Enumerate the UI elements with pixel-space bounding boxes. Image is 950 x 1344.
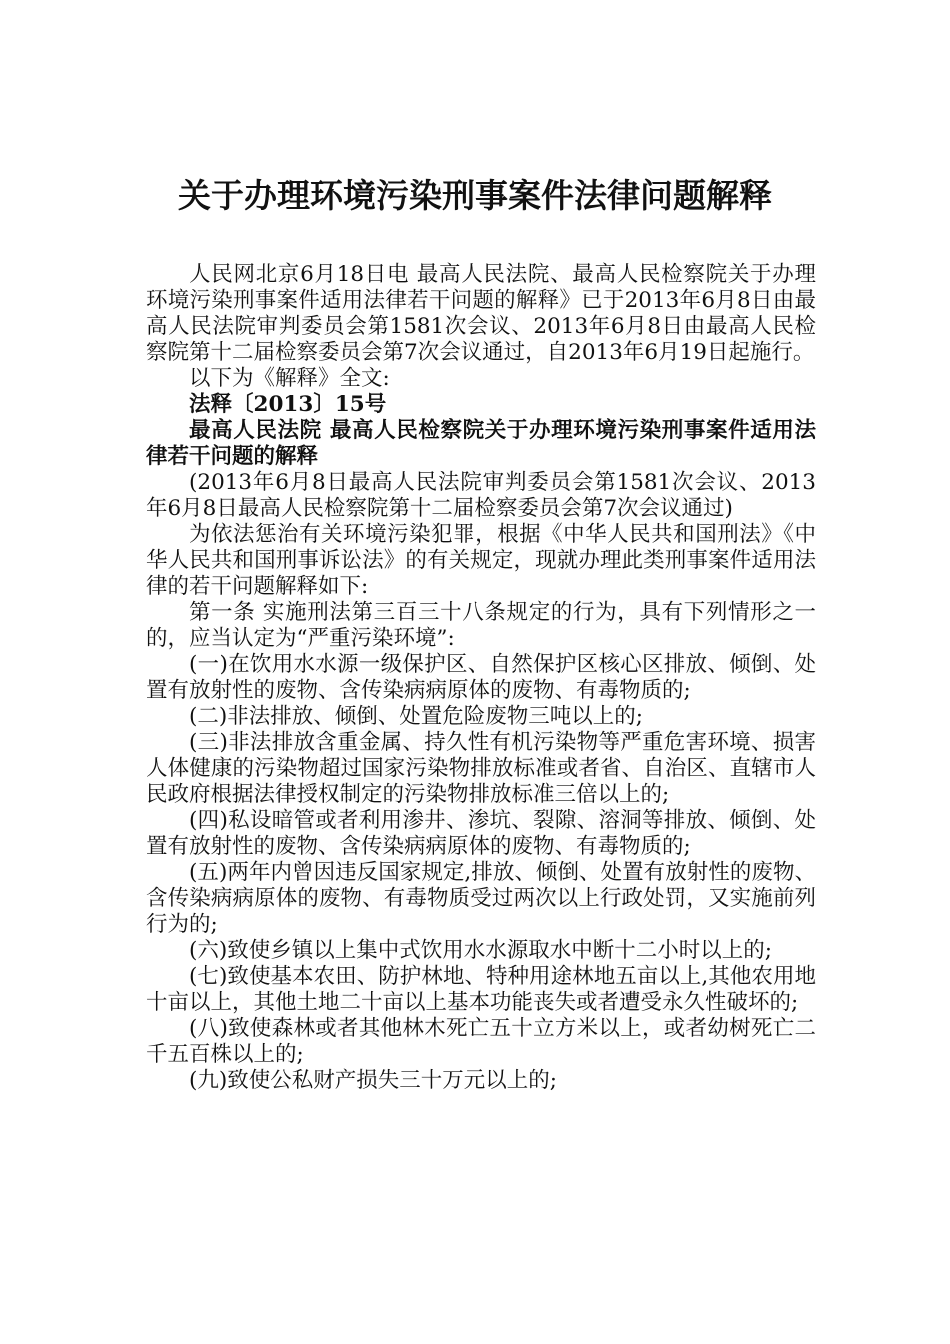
paragraph-item-5: (五)两年内曾因违反国家规定,排放、倾倒、处置有放射性的废物、含传染病病原体的废物、有毒物质受过两次以上行政处罚，又实施前列行为的;	[146, 860, 816, 937]
paragraph-item-8: (八)致使森林或者其他林木死亡五十立方米以上，或者幼树死亡二千五百株以上的;	[146, 1016, 816, 1067]
paragraph-article-1: 第一条 实施刑法第三百三十八条规定的行为，具有下列情形之一的，应当认定为“严重污染环境”:	[146, 600, 816, 651]
document-title: 关于办理环境污染刑事案件法律问题解释	[178, 176, 772, 215]
document-body	[146, 262, 816, 1094]
paragraph-adoption-note: (2013年6月8日最高人民法院审判委员会第1581次会议、2013年6月8日最高人民检察院第十二届检察委员会第7次会议通过)	[146, 470, 816, 521]
paragraph-item-3: (三)非法排放含重金属、持久性有机污染物等严重危害环境、损害人体健康的污染物超过国家污染物排放标准或者省、自治区、直辖市人民政府根据法律授权制定的污染物排放标准三倍以上的;	[146, 730, 816, 807]
paragraph-item-1: (一)在饮用水水源一级保护区、自然保护区核心区排放、倾倒、处置有放射性的废物、含传染病病原体的废物、有毒物质的;	[146, 652, 816, 703]
paragraph-item-7: (七)致使基本农田、防护林地、特种用途林地五亩以上,其他农用地十亩以上，其他土地二十亩以上基本功能丧失或者遭受永久性破坏的;	[146, 964, 816, 1015]
paragraph-item-2: (二)非法排放、倾倒、处置危险废物三吨以上的;	[189, 704, 644, 729]
paragraph-preamble: 为依法惩治有关环境污染犯罪，根据《中华人民共和国刑法》《中华人民共和国刑事诉讼法》的有关规定，现就办理此类刑事案件适用法律的若干问题解释如下:	[146, 522, 816, 599]
paragraph-item-6: (六)致使乡镇以上集中式饮用水水源取水中断十二小时以上的;	[189, 938, 773, 963]
paragraph-document-number: 法释〔2013〕15号	[189, 392, 387, 417]
paragraph-item-9: (九)致使公私财产损失三十万元以上的;	[189, 1068, 558, 1093]
paragraph-intro: 人民网北京6月18日电 最高人民法院、最高人民检察院关于办理环境污染刑事案件适用法律若干问题的解释》已于2013年6月8日由最高人民法院审判委员会第1581次会议、2013年6月8日由最高人民检察院第十二届检察委员会第7次会议通过，自2013年6月19日起施行。	[146, 262, 816, 365]
paragraph-interpretation-title: 最高人民法院 最高人民检察院关于办理环境污染刑事案件适用法律若干问题的解释	[146, 418, 816, 469]
paragraph-item-4: (四)私设暗管或者利用渗井、渗坑、裂隙、溶洞等排放、倾倒、处置有放射性的废物、含传染病病原体的废物、有毒物质的;	[146, 808, 816, 859]
paragraph-fulltext-note: 以下为《解释》全文:	[189, 366, 390, 391]
